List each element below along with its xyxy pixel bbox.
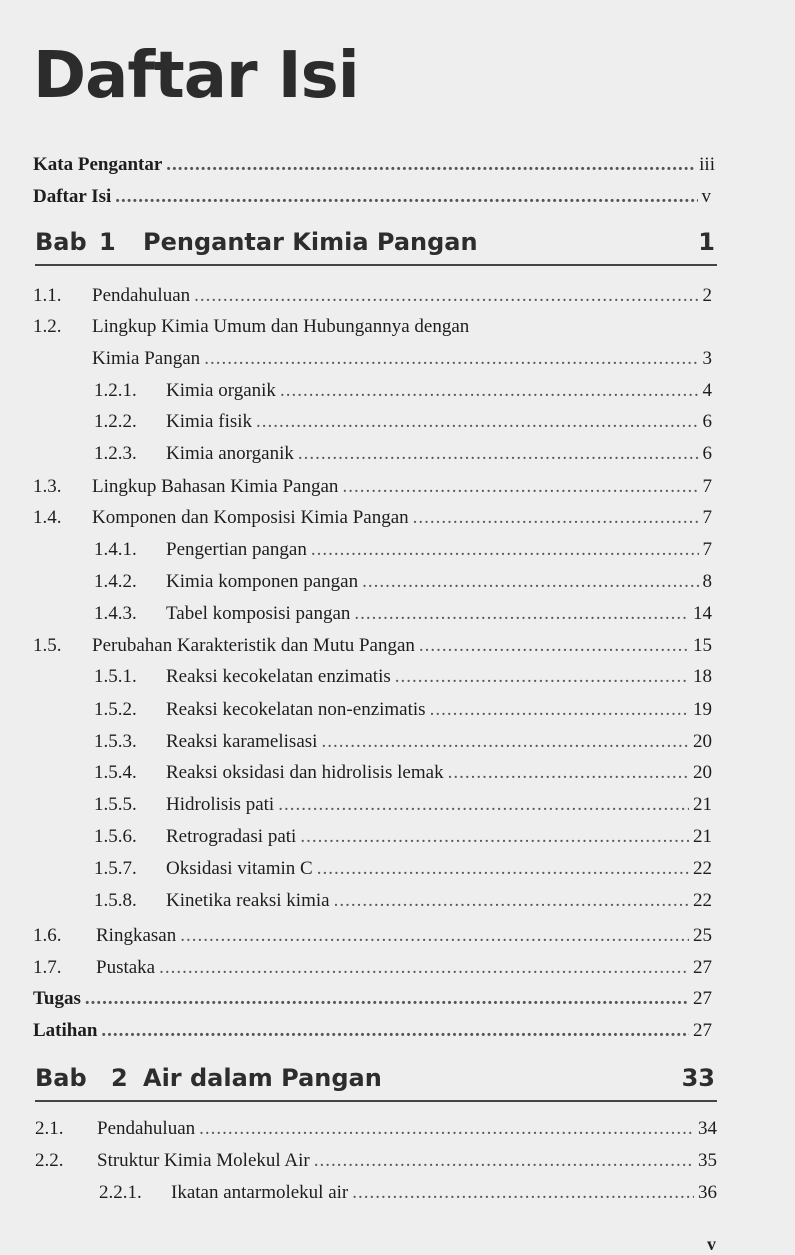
toc-page: 22 bbox=[693, 890, 712, 911]
toc-number: 1.5.8. bbox=[94, 890, 137, 911]
chapter-heading-2[interactable] bbox=[35, 1064, 717, 1102]
toc-page: 36 bbox=[698, 1182, 717, 1203]
toc-entry[interactable] bbox=[166, 380, 712, 402]
toc-number: 1.5.7. bbox=[94, 858, 137, 879]
leader-dots bbox=[180, 925, 689, 947]
toc-label: Kimia komponen pangan bbox=[166, 571, 359, 592]
toc-number: 1.6. bbox=[33, 925, 62, 946]
toc-entry[interactable] bbox=[166, 699, 712, 721]
toc-page: 35 bbox=[698, 1150, 717, 1171]
leader-dots bbox=[159, 957, 689, 979]
toc-entry[interactable] bbox=[92, 635, 712, 657]
toc-page: 15 bbox=[693, 635, 712, 656]
toc-number: 1.4.2. bbox=[94, 571, 137, 592]
toc-label: Hidrolisis pati bbox=[166, 794, 275, 815]
toc-page: 6 bbox=[702, 443, 712, 464]
leader-dots bbox=[256, 411, 698, 433]
chapter-title: Pengantar Kimia Pangan bbox=[143, 228, 478, 256]
toc-label: Latihan bbox=[33, 1020, 98, 1041]
toc-entry[interactable] bbox=[92, 476, 712, 498]
toc-page: 18 bbox=[693, 666, 712, 687]
toc-number: 1.1. bbox=[33, 285, 62, 306]
toc-number: 1.5. bbox=[33, 635, 62, 656]
toc-label: Reaksi kecokelatan non-enzimatis bbox=[166, 699, 426, 720]
toc-label: Kimia anorganik bbox=[166, 443, 294, 464]
toc-entry-daftar-isi[interactable] bbox=[33, 186, 711, 208]
leader-dots bbox=[199, 1118, 694, 1140]
toc-page: 2 bbox=[702, 285, 712, 306]
toc-number: 1.7. bbox=[33, 957, 62, 978]
leader-dots bbox=[300, 826, 689, 848]
page-folio: v bbox=[707, 1234, 716, 1254]
toc-label: Struktur Kimia Molekul Air bbox=[97, 1150, 310, 1171]
leader-dots bbox=[204, 348, 698, 370]
toc-number: 1.3. bbox=[33, 476, 62, 497]
toc-label: Pustaka bbox=[96, 957, 156, 978]
toc-label: Daftar Isi bbox=[33, 186, 112, 207]
toc-label: Komponen dan Komposisi Kimia Pangan bbox=[92, 507, 409, 528]
toc-label: Ikatan antarmolekul air bbox=[171, 1182, 349, 1203]
leader-dots bbox=[419, 635, 689, 657]
leader-dots bbox=[430, 699, 689, 721]
toc-page: 27 bbox=[693, 957, 712, 978]
toc-label: Kimia organik bbox=[166, 380, 276, 401]
toc-number: 1.5.2. bbox=[94, 699, 137, 720]
leader-dots bbox=[448, 762, 689, 784]
toc-label: Pendahuluan bbox=[92, 285, 191, 306]
toc-label: Kinetika reaksi kimia bbox=[166, 890, 330, 911]
toc-label: Tugas bbox=[33, 988, 81, 1009]
toc-entry[interactable] bbox=[166, 666, 712, 688]
toc-entry-tugas[interactable] bbox=[33, 988, 712, 1010]
leader-dots bbox=[362, 571, 698, 593]
page-title: Daftar Isi bbox=[33, 39, 359, 113]
toc-page: 27 bbox=[693, 1020, 712, 1041]
leader-dots bbox=[298, 443, 699, 465]
toc-entry[interactable] bbox=[166, 539, 712, 561]
toc-page: 20 bbox=[693, 731, 712, 752]
toc-label: Tabel komposisi pangan bbox=[166, 603, 351, 624]
toc-label: Reaksi oksidasi dan hidrolisis lemak bbox=[166, 762, 444, 783]
toc-entry[interactable] bbox=[96, 925, 712, 947]
toc-label: Ringkasan bbox=[96, 925, 177, 946]
leader-dots bbox=[101, 1020, 689, 1042]
leader-dots bbox=[317, 858, 689, 880]
chapter-title: Air dalam Pangan bbox=[143, 1064, 382, 1092]
toc-entry[interactable] bbox=[166, 858, 712, 880]
toc-page: 7 bbox=[702, 507, 712, 528]
toc-number: 1.2.3. bbox=[94, 443, 137, 464]
toc-label-line1[interactable]: Lingkup Kimia Umum dan Hubungannya dengan bbox=[92, 316, 470, 337]
chapter-page: 33 bbox=[681, 1064, 715, 1092]
leader-dots bbox=[352, 1182, 694, 1204]
toc-label: Retrogradasi pati bbox=[166, 826, 297, 847]
toc-label: Kimia fisik bbox=[166, 411, 253, 432]
toc-entry[interactable] bbox=[92, 507, 712, 529]
chapter-bab-label: Bab bbox=[35, 228, 87, 256]
toc-entry[interactable] bbox=[97, 1150, 717, 1172]
toc-number: 1.5.6. bbox=[94, 826, 137, 847]
leader-dots bbox=[395, 666, 689, 688]
toc-entry[interactable] bbox=[166, 443, 712, 465]
chapter-page: 1 bbox=[698, 228, 715, 256]
toc-page: 8 bbox=[702, 571, 712, 592]
toc-number: 1.5.5. bbox=[94, 794, 137, 815]
toc-page: 27 bbox=[693, 988, 712, 1009]
toc-number: 1.2. bbox=[33, 316, 62, 337]
toc-number: 1.4.1. bbox=[94, 539, 137, 560]
leader-dots bbox=[280, 380, 699, 402]
leader-dots bbox=[314, 1150, 694, 1172]
toc-entry[interactable] bbox=[171, 1182, 717, 1204]
toc-number: 1.4.3. bbox=[94, 603, 137, 624]
chapter-heading-1[interactable] bbox=[35, 228, 717, 266]
leader-dots bbox=[194, 285, 698, 307]
leader-dots bbox=[85, 988, 689, 1010]
leader-dots bbox=[321, 731, 689, 753]
toc-page: 34 bbox=[698, 1118, 717, 1139]
toc-label: Perubahan Karakteristik dan Mutu Pangan bbox=[92, 635, 415, 656]
toc-entry[interactable] bbox=[166, 571, 712, 593]
leader-dots bbox=[115, 186, 697, 208]
toc-page: 14 bbox=[693, 603, 712, 624]
toc-label: Kata Pengantar bbox=[33, 154, 163, 175]
toc-page: 20 bbox=[693, 762, 712, 783]
toc-entry[interactable] bbox=[166, 603, 712, 625]
toc-number: 1.2.2. bbox=[94, 411, 137, 432]
toc-page: v bbox=[701, 186, 711, 207]
toc-page: iii bbox=[699, 154, 715, 175]
leader-dots bbox=[278, 794, 689, 816]
toc-label: Lingkup Bahasan Kimia Pangan bbox=[92, 476, 339, 497]
leader-dots bbox=[334, 890, 689, 912]
toc-label: Pengertian pangan bbox=[166, 539, 307, 560]
toc-page: 7 bbox=[702, 539, 712, 560]
toc-number: 2.2.1. bbox=[99, 1182, 142, 1203]
leader-dots bbox=[413, 507, 699, 529]
toc-label: Reaksi kecokelatan enzimatis bbox=[166, 666, 391, 687]
toc-entry[interactable] bbox=[166, 731, 712, 753]
chapter-number: 2 bbox=[111, 1064, 128, 1092]
toc-entry[interactable] bbox=[92, 348, 712, 370]
toc-number: 2.2. bbox=[35, 1150, 64, 1171]
toc-page: 21 bbox=[693, 826, 712, 847]
toc-entry[interactable] bbox=[92, 285, 712, 307]
leader-dots bbox=[342, 476, 698, 498]
toc-page: 21 bbox=[693, 794, 712, 815]
toc-number: 1.2.1. bbox=[94, 380, 137, 401]
toc-entry[interactable] bbox=[166, 890, 712, 912]
chapter-number: 1 bbox=[99, 228, 116, 256]
toc-entry-latihan[interactable] bbox=[33, 1020, 712, 1042]
toc-number: 1.4. bbox=[33, 507, 62, 528]
toc-page: 6 bbox=[702, 411, 712, 432]
toc-page: 3 bbox=[702, 348, 712, 369]
toc-label: Pendahuluan bbox=[97, 1118, 196, 1139]
toc-entry[interactable] bbox=[97, 1118, 717, 1140]
chapter-bab-label: Bab bbox=[35, 1064, 87, 1092]
toc-entry[interactable] bbox=[166, 826, 712, 848]
toc-label: Kimia Pangan bbox=[92, 348, 201, 369]
leader-dots bbox=[311, 539, 699, 561]
toc-number: 1.5.3. bbox=[94, 731, 137, 752]
toc-page: 4 bbox=[702, 380, 712, 401]
toc-entry[interactable] bbox=[96, 957, 712, 979]
toc-label: Reaksi karamelisasi bbox=[166, 731, 318, 752]
leader-dots bbox=[166, 154, 695, 176]
toc-label: Oksidasi vitamin C bbox=[166, 858, 313, 879]
toc-entry-kata-pengantar[interactable] bbox=[33, 154, 715, 176]
toc-number: 1.5.1. bbox=[94, 666, 137, 687]
toc-page: 7 bbox=[702, 476, 712, 497]
toc-entry[interactable] bbox=[166, 411, 712, 433]
toc-page: 25 bbox=[693, 925, 712, 946]
toc-number: 2.1. bbox=[35, 1118, 64, 1139]
toc-page: 19 bbox=[693, 699, 712, 720]
toc-entry[interactable] bbox=[166, 794, 712, 816]
toc-page: 22 bbox=[693, 858, 712, 879]
leader-dots bbox=[354, 603, 689, 625]
toc-number: 1.5.4. bbox=[94, 762, 137, 783]
toc-entry[interactable] bbox=[166, 762, 712, 784]
